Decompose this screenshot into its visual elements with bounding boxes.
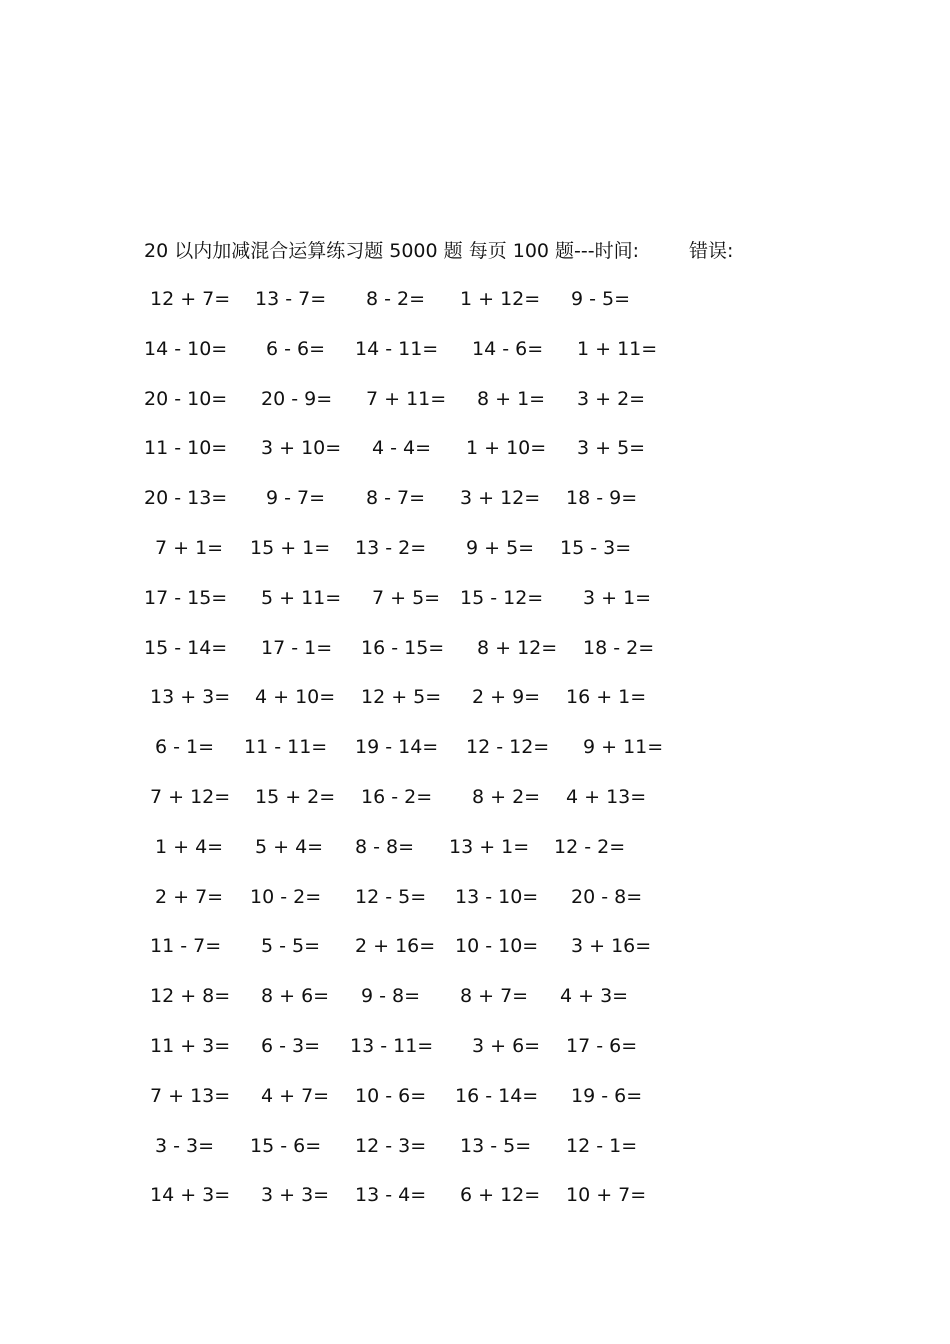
problem-item: 13 - 5=: [460, 1134, 532, 1157]
problem-item: 11 - 11=: [244, 736, 328, 759]
problem-item: 20 - 9=: [261, 387, 333, 410]
problem-row: [0, 882, 950, 912]
problem-row: [0, 931, 950, 961]
problem-item: 15 + 1=: [250, 537, 331, 559]
problem-item: 14 - 10=: [144, 337, 228, 360]
problem-row: [0, 782, 950, 812]
worksheet-header: [144, 236, 734, 263]
problem-item: 3 + 6=: [472, 1035, 541, 1057]
problem-item: 18 - 2=: [583, 636, 655, 659]
problem-row: [0, 533, 950, 563]
problem-item: 8 - 2=: [366, 288, 426, 310]
problem-item: 13 - 2=: [355, 537, 427, 559]
problem-row: [0, 981, 950, 1011]
problem-row: [0, 1031, 950, 1061]
problem-item: 15 - 14=: [144, 636, 228, 659]
problem-item: 1 + 4=: [155, 835, 224, 858]
problem-item: 11 - 7=: [150, 935, 222, 958]
problem-item: 3 - 3=: [155, 1134, 215, 1157]
problem-row: [0, 483, 950, 513]
problem-item: 20 - 8=: [571, 885, 643, 908]
problem-item: 13 - 4=: [355, 1184, 427, 1207]
problem-item: 20 - 10=: [144, 387, 228, 410]
problem-item: 8 - 7=: [366, 487, 426, 510]
problem-item: 6 - 6=: [266, 337, 326, 360]
problem-item: 3 + 3=: [261, 1184, 330, 1207]
problem-item: 17 - 15=: [144, 586, 228, 609]
problem-item: 18 - 9=: [566, 487, 638, 510]
problem-item: 17 - 6=: [566, 1035, 638, 1057]
problem-item: 15 - 12=: [460, 586, 544, 609]
problem-item: 14 + 3=: [150, 1184, 231, 1207]
problem-item: 10 - 10=: [455, 935, 539, 958]
problem-row: [0, 1081, 950, 1111]
problem-item: 19 - 6=: [571, 1084, 643, 1107]
problem-row: [0, 1180, 950, 1210]
problem-item: 9 - 7=: [266, 487, 326, 510]
problem-item: 7 + 1=: [155, 537, 224, 559]
problem-item: 9 + 5=: [466, 537, 535, 559]
errors-label: 错误:: [689, 240, 734, 262]
problem-item: 1 + 11=: [577, 337, 658, 360]
problem-item: 3 + 2=: [577, 387, 646, 410]
problem-item: 20 - 13=: [144, 487, 228, 510]
problem-item: 3 + 1=: [583, 586, 652, 609]
problem-row: [0, 284, 950, 314]
problem-item: 4 + 7=: [261, 1084, 330, 1107]
problem-item: 4 - 4=: [372, 437, 432, 460]
problem-item: 1 + 10=: [466, 437, 547, 460]
problem-item: 7 + 12=: [150, 786, 231, 808]
problem-item: 10 - 6=: [355, 1084, 427, 1107]
problem-item: 16 - 15=: [361, 636, 445, 659]
problem-item: 13 + 1=: [449, 835, 530, 858]
problem-item: 6 + 12=: [460, 1184, 541, 1207]
problem-item: 14 - 6=: [472, 337, 544, 360]
problem-item: 7 + 5=: [372, 586, 441, 609]
problem-item: 12 - 2=: [554, 835, 626, 858]
problem-item: 10 - 2=: [250, 885, 322, 908]
problem-row: [0, 633, 950, 663]
problem-item: 11 + 3=: [150, 1035, 231, 1057]
problem-row: [0, 583, 950, 613]
problem-item: 19 - 14=: [355, 736, 439, 759]
problem-item: 3 + 12=: [460, 487, 541, 510]
problem-item: 12 - 5=: [355, 885, 427, 908]
problem-item: 8 + 6=: [261, 985, 330, 1008]
problem-item: 10 + 7=: [566, 1184, 647, 1207]
problem-row: [0, 384, 950, 414]
problem-item: 15 - 3=: [560, 537, 632, 559]
problem-item: 4 + 13=: [566, 786, 647, 808]
problem-item: 2 + 16=: [355, 935, 436, 958]
problem-row: [0, 1131, 950, 1161]
problem-item: 9 - 8=: [361, 985, 421, 1008]
problem-item: 7 + 11=: [366, 387, 447, 410]
problem-item: 2 + 9=: [472, 686, 541, 709]
problem-item: 13 - 7=: [255, 288, 327, 310]
problem-item: 12 - 1=: [566, 1134, 638, 1157]
problem-item: 13 + 3=: [150, 686, 231, 709]
problem-row: [0, 682, 950, 712]
problem-item: 15 + 2=: [255, 786, 336, 808]
problem-row: [0, 732, 950, 762]
problem-item: 5 + 11=: [261, 586, 342, 609]
problem-item: 4 + 3=: [560, 985, 629, 1008]
problem-item: 6 - 3=: [261, 1035, 321, 1057]
worksheet-title: 20 以内加减混合运算练习题 5000 题 每页 100 题---时间:: [144, 240, 640, 262]
problem-row: [0, 334, 950, 364]
problem-item: 5 - 5=: [261, 935, 321, 958]
problem-item: 12 - 3=: [355, 1134, 427, 1157]
problem-item: 16 + 1=: [566, 686, 647, 709]
problem-item: 3 + 5=: [577, 437, 646, 460]
problem-item: 7 + 13=: [150, 1084, 231, 1107]
problem-item: 9 - 5=: [571, 288, 631, 310]
problem-item: 8 + 7=: [460, 985, 529, 1008]
problem-item: 8 - 8=: [355, 835, 415, 858]
problem-item: 6 - 1=: [155, 736, 215, 759]
problem-item: 12 + 7=: [150, 288, 231, 310]
problem-item: 13 - 10=: [455, 885, 539, 908]
problem-item: 13 - 11=: [350, 1035, 434, 1057]
problem-item: 8 + 1=: [477, 387, 546, 410]
problem-item: 3 + 10=: [261, 437, 342, 460]
problem-item: 4 + 10=: [255, 686, 336, 709]
problem-item: 12 - 12=: [466, 736, 550, 759]
problem-item: 9 + 11=: [583, 736, 664, 759]
problem-item: 3 + 16=: [571, 935, 652, 958]
problem-item: 12 + 5=: [361, 686, 442, 709]
problem-item: 5 + 4=: [255, 835, 324, 858]
problem-item: 14 - 11=: [355, 337, 439, 360]
problem-item: 1 + 12=: [460, 288, 541, 310]
problem-item: 11 - 10=: [144, 437, 228, 460]
problem-item: 2 + 7=: [155, 885, 224, 908]
problem-item: 16 - 2=: [361, 786, 433, 808]
problem-item: 15 - 6=: [250, 1134, 322, 1157]
problem-item: 12 + 8=: [150, 985, 231, 1008]
problem-row: [0, 433, 950, 463]
problem-row: [0, 832, 950, 862]
problem-item: 17 - 1=: [261, 636, 333, 659]
problem-item: 16 - 14=: [455, 1084, 539, 1107]
problem-item: 8 + 12=: [477, 636, 558, 659]
problem-item: 8 + 2=: [472, 786, 541, 808]
